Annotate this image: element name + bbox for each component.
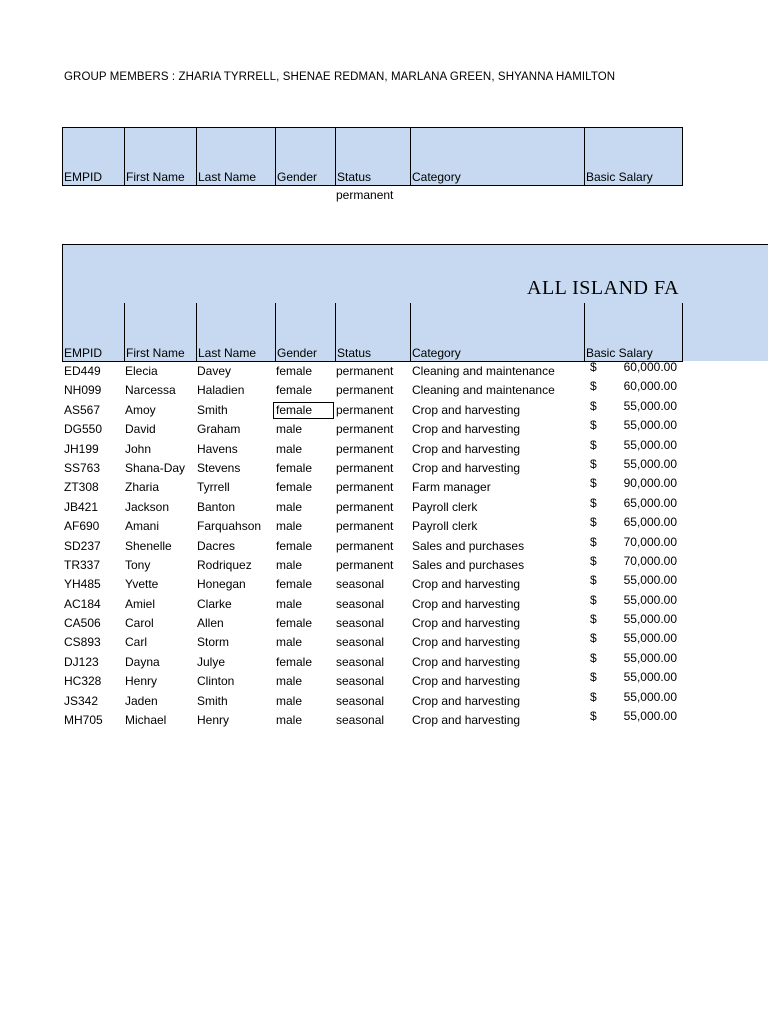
gender-cell[interactable]: male xyxy=(276,422,303,437)
header-cell-first-name[interactable] xyxy=(124,303,196,361)
status-cell[interactable]: permanent xyxy=(336,557,394,572)
header-cell-status[interactable] xyxy=(335,128,411,185)
first-name-cell[interactable]: Jaden xyxy=(125,693,158,708)
empid-cell[interactable]: AC184 xyxy=(64,596,101,611)
currency-symbol: $ xyxy=(590,573,597,588)
first-name-cell[interactable]: Michael xyxy=(125,713,167,728)
status-cell[interactable]: seasonal xyxy=(336,693,385,708)
group-members-text: GROUP MEMBERS : ZHARIA TYRRELL, SHENAE REDMAN, MARLANA GREEN, SHYANNA HAMILTON xyxy=(64,71,616,83)
title-band-extension xyxy=(683,303,768,361)
last-name-cell[interactable]: Clinton xyxy=(197,674,235,689)
header-label: EMPID xyxy=(64,346,103,360)
criteria-status-cell[interactable]: permanent xyxy=(336,188,394,202)
header-cell-last-name[interactable] xyxy=(196,128,275,185)
gender-cell[interactable]: female xyxy=(276,616,313,631)
category-cell[interactable]: Crop and harvesting xyxy=(412,693,521,708)
basic-salary-cell[interactable]: 65,000.00 xyxy=(623,515,677,530)
basic-salary-cell[interactable]: 55,000.00 xyxy=(623,650,677,665)
status-cell[interactable]: permanent xyxy=(336,383,394,398)
empid-cell[interactable]: ED449 xyxy=(64,364,101,378)
gender-cell[interactable]: female xyxy=(276,402,313,417)
first-name-cell[interactable]: Shenelle xyxy=(125,538,172,553)
gender-cell[interactable]: female xyxy=(276,364,313,378)
header-label: Category xyxy=(412,346,461,360)
gender-cell[interactable]: female xyxy=(276,654,313,669)
currency-symbol: $ xyxy=(590,553,597,568)
employee-table-body xyxy=(0,362,768,730)
basic-salary-cell[interactable]: 55,000.00 xyxy=(623,709,677,724)
last-name-cell[interactable]: Rodriquez xyxy=(197,557,252,572)
report-title: ALL ISLAND FA xyxy=(527,277,680,299)
empid-cell[interactable]: DJ123 xyxy=(64,654,99,669)
empid-cell[interactable]: JH199 xyxy=(64,441,99,456)
currency-symbol: $ xyxy=(590,631,597,646)
empid-cell[interactable]: JB421 xyxy=(64,499,99,514)
first-name-cell[interactable]: Amani xyxy=(125,519,160,534)
last-name-cell[interactable]: Havens xyxy=(197,441,238,456)
status-cell[interactable]: seasonal xyxy=(336,616,385,631)
basic-salary-cell[interactable]: 55,000.00 xyxy=(623,631,677,646)
header-label: First Name xyxy=(126,346,185,360)
category-cell[interactable]: Sales and purchases xyxy=(412,538,525,553)
status-cell[interactable]: seasonal xyxy=(336,674,385,689)
header-label: Gender xyxy=(277,346,318,360)
header-label: Gender xyxy=(277,170,318,184)
first-name-cell[interactable]: Tony xyxy=(125,557,151,572)
header-label: Last Name xyxy=(198,346,257,360)
basic-salary-cell[interactable]: 70,000.00 xyxy=(623,534,677,549)
basic-salary-cell[interactable]: 60,000.00 xyxy=(623,360,677,374)
header-cell-basic-salary[interactable] xyxy=(584,128,683,185)
title-band xyxy=(62,244,768,303)
last-name-cell[interactable]: Stevens xyxy=(197,460,241,475)
header-cell-category[interactable] xyxy=(410,128,584,185)
last-name-cell[interactable]: Smith xyxy=(197,402,228,417)
first-name-cell[interactable]: Dayna xyxy=(125,654,160,669)
currency-symbol: $ xyxy=(590,495,597,510)
empid-cell[interactable]: YH485 xyxy=(64,577,101,592)
header-cell-gender[interactable] xyxy=(275,303,335,361)
currency-symbol: $ xyxy=(590,612,597,627)
basic-salary-cell[interactable]: 55,000.00 xyxy=(623,437,677,452)
status-cell[interactable]: permanent xyxy=(336,480,394,495)
header-cell-category[interactable] xyxy=(410,303,584,361)
header-label: EMPID xyxy=(64,170,103,184)
status-cell[interactable]: seasonal xyxy=(336,713,385,728)
currency-symbol: $ xyxy=(590,534,597,549)
header-cell-status[interactable] xyxy=(335,303,411,361)
basic-salary-cell[interactable]: 90,000.00 xyxy=(623,476,677,491)
empid-cell[interactable]: NH099 xyxy=(64,383,102,398)
basic-salary-cell[interactable]: 55,000.00 xyxy=(623,592,677,607)
empid-cell[interactable]: HC328 xyxy=(64,674,102,689)
header-cell-basic-salary[interactable] xyxy=(584,303,683,361)
last-name-cell[interactable]: Farquahson xyxy=(197,519,262,534)
gender-cell[interactable]: male xyxy=(276,441,303,456)
header-cell-last-name[interactable] xyxy=(196,303,275,361)
category-cell[interactable]: Crop and harvesting xyxy=(412,616,521,631)
last-name-cell[interactable]: Graham xyxy=(197,422,241,437)
table-row xyxy=(0,711,768,730)
header-label: Basic Salary xyxy=(586,170,653,184)
empid-cell[interactable]: JS342 xyxy=(64,693,99,708)
category-cell[interactable]: Crop and harvesting xyxy=(412,460,521,475)
status-cell[interactable]: permanent xyxy=(336,519,394,534)
category-cell[interactable]: Sales and purchases xyxy=(412,557,525,572)
header-cell-gender[interactable] xyxy=(275,128,335,185)
gender-cell[interactable]: male xyxy=(276,557,303,572)
last-name-cell[interactable]: Storm xyxy=(197,635,230,650)
currency-symbol: $ xyxy=(590,689,597,704)
last-name-cell[interactable]: Henry xyxy=(197,713,230,728)
last-name-cell[interactable]: Haladien xyxy=(197,383,245,398)
last-name-cell[interactable]: Tyrrell xyxy=(197,480,230,495)
header-label: First Name xyxy=(126,170,185,184)
status-cell[interactable]: seasonal xyxy=(336,577,385,592)
gender-cell[interactable]: male xyxy=(276,713,303,728)
category-cell[interactable]: Cleaning and maintenance xyxy=(412,364,555,378)
empid-cell[interactable]: TR337 xyxy=(64,557,101,572)
last-name-cell[interactable]: Smith xyxy=(197,693,228,708)
status-cell[interactable]: permanent xyxy=(336,538,394,553)
last-name-cell[interactable]: Julye xyxy=(197,654,226,669)
basic-salary-cell[interactable]: 65,000.00 xyxy=(623,495,677,510)
empid-cell[interactable]: DG550 xyxy=(64,422,103,437)
table-header-row xyxy=(62,303,683,362)
gender-cell[interactable]: male xyxy=(276,499,303,514)
status-cell[interactable]: seasonal xyxy=(336,596,385,611)
empid-cell[interactable]: AF690 xyxy=(64,519,100,534)
gender-cell[interactable]: male xyxy=(276,596,303,611)
status-cell[interactable]: permanent xyxy=(336,460,394,475)
empid-cell[interactable]: CS893 xyxy=(64,635,101,650)
last-name-cell[interactable]: Davey xyxy=(197,364,232,378)
gender-cell[interactable]: male xyxy=(276,693,303,708)
currency-symbol: $ xyxy=(590,398,597,413)
status-cell[interactable]: permanent xyxy=(336,402,394,417)
currency-symbol: $ xyxy=(590,476,597,491)
header-cell-first-name[interactable] xyxy=(124,128,196,185)
header-cell-empid[interactable] xyxy=(63,128,125,185)
header-label: Status xyxy=(337,170,372,184)
gender-cell[interactable]: female xyxy=(276,538,313,553)
header-cell-empid[interactable] xyxy=(63,303,125,361)
last-name-cell[interactable]: Clarke xyxy=(197,596,232,611)
basic-salary-cell[interactable]: 60,000.00 xyxy=(623,379,677,394)
last-name-cell[interactable]: Allen xyxy=(197,616,224,631)
category-cell[interactable]: Farm manager xyxy=(412,480,491,495)
category-cell[interactable]: Payroll clerk xyxy=(412,519,478,534)
currency-symbol: $ xyxy=(590,670,597,685)
empid-cell[interactable]: MH705 xyxy=(64,713,103,728)
first-name-cell[interactable]: David xyxy=(125,422,156,437)
first-name-cell[interactable]: Elecia xyxy=(125,364,158,378)
status-cell[interactable]: permanent xyxy=(336,422,394,437)
basic-salary-cell[interactable]: 70,000.00 xyxy=(623,553,677,568)
first-name-cell[interactable]: Shana-Day xyxy=(125,460,186,475)
category-cell[interactable]: Crop and harvesting xyxy=(412,713,521,728)
category-cell[interactable]: Crop and harvesting xyxy=(412,596,521,611)
currency-symbol: $ xyxy=(590,379,597,394)
currency-symbol: $ xyxy=(590,418,597,433)
category-cell[interactable]: Crop and harvesting xyxy=(412,577,521,592)
gender-cell[interactable]: female xyxy=(276,577,313,592)
status-cell[interactable]: permanent xyxy=(336,364,394,378)
empid-cell[interactable]: SD237 xyxy=(64,538,101,553)
currency-symbol: $ xyxy=(590,650,597,665)
empid-cell[interactable]: CA506 xyxy=(64,616,101,631)
basic-salary-cell[interactable]: 55,000.00 xyxy=(623,670,677,685)
basic-salary-cell[interactable]: 55,000.00 xyxy=(623,398,677,413)
first-name-cell[interactable]: Amoy xyxy=(125,402,156,417)
category-cell[interactable]: Crop and harvesting xyxy=(412,635,521,650)
header-label: Basic Salary xyxy=(586,346,653,360)
header-label: Category xyxy=(412,170,461,184)
status-cell[interactable]: seasonal xyxy=(336,635,385,650)
header-label: Status xyxy=(337,346,372,360)
empid-cell[interactable]: SS763 xyxy=(64,460,101,475)
currency-symbol: $ xyxy=(590,360,597,374)
basic-salary-cell[interactable]: 55,000.00 xyxy=(623,612,677,627)
last-name-cell[interactable]: Honegan xyxy=(197,577,246,592)
status-cell[interactable]: seasonal xyxy=(336,654,385,669)
status-cell[interactable]: permanent xyxy=(336,441,394,456)
last-name-cell[interactable]: Dacres xyxy=(197,538,236,553)
status-cell[interactable]: permanent xyxy=(336,499,394,514)
gender-cell[interactable]: female xyxy=(276,460,313,475)
currency-symbol: $ xyxy=(590,709,597,724)
basic-salary-cell[interactable]: 55,000.00 xyxy=(623,456,677,471)
first-name-cell[interactable]: John xyxy=(125,441,152,456)
gender-cell[interactable]: male xyxy=(276,519,303,534)
first-name-cell[interactable]: Yvette xyxy=(125,577,159,592)
basic-salary-cell[interactable]: 55,000.00 xyxy=(623,573,677,588)
gender-cell[interactable]: female xyxy=(276,383,313,398)
category-cell[interactable]: Payroll clerk xyxy=(412,499,478,514)
first-name-cell[interactable]: Zharia xyxy=(125,480,160,495)
category-cell[interactable]: Crop and harvesting xyxy=(412,674,521,689)
basic-salary-cell[interactable]: 55,000.00 xyxy=(623,418,677,433)
last-name-cell[interactable]: Banton xyxy=(197,499,236,514)
empid-cell[interactable]: ZT308 xyxy=(64,480,99,495)
category-cell[interactable]: Crop and harvesting xyxy=(412,422,521,437)
currency-symbol: $ xyxy=(590,456,597,471)
category-cell[interactable]: Cleaning and maintenance xyxy=(412,383,555,398)
category-cell[interactable]: Crop and harvesting xyxy=(412,402,521,417)
first-name-cell[interactable]: Carl xyxy=(125,635,148,650)
empid-cell[interactable]: AS567 xyxy=(64,402,101,417)
first-name-cell[interactable]: Carol xyxy=(125,616,154,631)
currency-symbol: $ xyxy=(590,437,597,452)
gender-cell[interactable]: female xyxy=(276,480,313,495)
gender-cell[interactable]: male xyxy=(276,674,303,689)
criteria-header-row xyxy=(62,127,683,186)
category-cell[interactable]: Crop and harvesting xyxy=(412,654,521,669)
first-name-cell[interactable]: Henry xyxy=(125,674,158,689)
currency-symbol: $ xyxy=(590,592,597,607)
first-name-cell[interactable]: Amiel xyxy=(125,596,156,611)
first-name-cell[interactable]: Jackson xyxy=(125,499,170,514)
currency-symbol: $ xyxy=(590,515,597,530)
header-label: Last Name xyxy=(198,170,257,184)
category-cell[interactable]: Crop and harvesting xyxy=(412,441,521,456)
basic-salary-cell[interactable]: 55,000.00 xyxy=(623,689,677,704)
first-name-cell[interactable]: Narcessa xyxy=(125,383,176,398)
gender-cell[interactable]: male xyxy=(276,635,303,650)
